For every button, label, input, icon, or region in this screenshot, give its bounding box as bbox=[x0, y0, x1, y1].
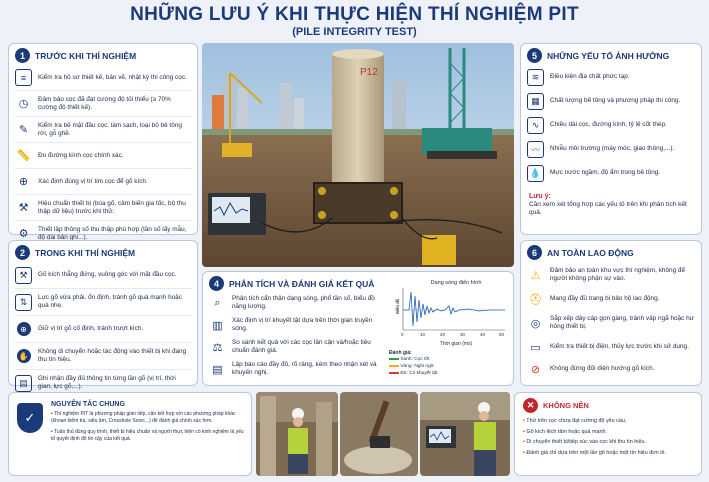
panel-before-test bbox=[8, 43, 198, 241]
note-label: Lưu ý: bbox=[529, 193, 551, 200]
item-text: Mang đầy đủ trang bị bảo hộ lao động. bbox=[550, 295, 660, 302]
panel-header bbox=[521, 241, 701, 262]
waveform-plot bbox=[389, 286, 509, 338]
document-icon: ≡ bbox=[15, 69, 32, 86]
quality-icon: ▦ bbox=[527, 93, 544, 110]
chart-title: Dạng sóng điển hình bbox=[430, 280, 482, 286]
hammer-icon: ⚒ bbox=[15, 267, 32, 284]
pile-test-photo bbox=[202, 43, 514, 267]
legend-title: Đánh giá: bbox=[389, 350, 412, 356]
list-item bbox=[521, 89, 701, 113]
force-icon: ⇅ bbox=[15, 294, 32, 311]
item-text: Ghi nhận đầy đủ thông tin từng lần gõ (vị trí, thời gian, lực gõ,...). bbox=[38, 375, 176, 390]
item-text: Kiểm tra thiết bị điện, thủy lực trước khi sử dụng. bbox=[550, 343, 689, 350]
target-icon: ⊕ bbox=[18, 176, 29, 188]
list-item bbox=[9, 91, 197, 116]
principle-text: Tuân thủ đúng quy trình, thiết bị hiệu chuẩn và người thực hiện có kinh nghiệm là yếu tố quyết định độ tin cậy của kết quả. bbox=[51, 429, 244, 442]
report-icon: ▤ bbox=[212, 363, 223, 376]
item-text: Đảm bảo an toàn khu vực thí nghiệm, không để người không phận sự vào. bbox=[550, 267, 686, 282]
list-item bbox=[521, 288, 701, 310]
panel-dont bbox=[514, 392, 702, 476]
tools-icon: ⚒ bbox=[18, 202, 29, 214]
section-number: 6 bbox=[527, 245, 542, 260]
panel-factors bbox=[520, 43, 702, 235]
item-text: So sánh kết quả với các cọc lân cận và/hoặc tiêu chuẩn đánh giá. bbox=[232, 339, 371, 354]
list-item bbox=[9, 316, 197, 342]
principle-item: • Tuân thủ đúng quy trình, thiết bị hiệu chuẩn và người thực hiện có kinh nghiệm là yếu tố quyết định độ tin cậy của kết quả. bbox=[51, 429, 244, 442]
legend-swatch bbox=[389, 372, 399, 374]
item-text: Phân tích cẩn thận dạng sóng, phổ tần số, biểu đồ năng lượng. bbox=[232, 295, 375, 310]
x-tick: 50 bbox=[499, 332, 505, 337]
item-text: Kiểm tra hồ sơ thiết kế, bản vẽ, nhật ký thi công cọc. bbox=[38, 73, 187, 81]
panel-header bbox=[9, 44, 197, 65]
section-number: 4 bbox=[209, 276, 224, 291]
dont-item bbox=[523, 427, 693, 438]
page-title: NHỮNG LƯU Ý KHI THỰC HIỆN THÍ NGHIỆM PIT bbox=[130, 4, 579, 25]
list-item bbox=[203, 292, 385, 314]
ruler-icon: 📏 bbox=[16, 150, 31, 162]
chart-legend bbox=[389, 356, 509, 377]
section-title: PHÂN TÍCH VÀ ĐÁNH GIÁ KẾT QUẢ bbox=[229, 278, 375, 289]
bullet-icon: • bbox=[523, 418, 525, 424]
bullet-icon: • bbox=[523, 449, 525, 456]
section-number: 2 bbox=[15, 245, 30, 260]
list-item bbox=[9, 262, 197, 288]
section-number: 1 bbox=[15, 48, 30, 63]
list-item bbox=[9, 169, 197, 194]
waveform-line bbox=[403, 292, 505, 326]
item-text: Điều kiện địa chất phức tạp. bbox=[550, 73, 630, 80]
panel-analysis bbox=[202, 271, 514, 386]
drop-icon: 💧 bbox=[527, 165, 544, 182]
clock-icon: ◷ bbox=[18, 98, 29, 110]
item-text: Nhiễu môi trường (máy móc, giao thông,...). bbox=[550, 145, 675, 152]
legend-label: Đỏ: Có khuyết tật bbox=[400, 371, 438, 376]
legend-swatch bbox=[389, 358, 399, 360]
legend-label: Vàng: Nghi ngờ bbox=[400, 364, 434, 369]
gear-icon: ⚙ bbox=[18, 228, 29, 240]
shield-icon: ✓ bbox=[17, 403, 43, 433]
warning-icon: ⚠ bbox=[530, 269, 541, 282]
worker-photo-2 bbox=[420, 392, 510, 476]
legend-swatch bbox=[389, 365, 399, 367]
principle-item: • Thí nghiệm PIT là phương pháp gián tiếp, cần kết hợp với các phương pháp khác (khoan kiểm tra, siêu âm, Crosshole Sonic...) để đánh giá chính xác hơn. bbox=[51, 411, 236, 424]
list-item bbox=[9, 195, 197, 220]
x-mark-icon: ✕ bbox=[523, 398, 538, 413]
legend-label: Xanh: Cọc tốt bbox=[400, 357, 430, 362]
bullet-icon: • bbox=[523, 439, 525, 445]
panel-during-test bbox=[8, 240, 198, 390]
item-text: Xác định đúng vị trí tim cọc để gõ kích. bbox=[38, 177, 148, 185]
list-item bbox=[521, 358, 701, 380]
x-tick: 10 bbox=[420, 332, 426, 337]
hand-icon: ✋ bbox=[15, 348, 32, 365]
item-text: Giữ vị trí gõ cố định, tránh trượt kích. bbox=[38, 325, 144, 332]
list-item bbox=[521, 262, 701, 288]
tidy-icon: ◎ bbox=[530, 317, 541, 330]
item-text: Sắp xếp dây cáp gọn gàng, tránh vấp ngã hoặc hư hỏng thiết bị. bbox=[550, 315, 694, 330]
item-text: Gõ kích thẳng đứng, vuông góc với mặt đầu cọc. bbox=[38, 271, 177, 278]
dont-item bbox=[523, 448, 693, 459]
factors-note bbox=[521, 191, 701, 219]
x-tick: 20 bbox=[440, 332, 446, 337]
list-item bbox=[203, 358, 385, 380]
list-item bbox=[521, 137, 701, 161]
brush-icon: ✎ bbox=[18, 124, 29, 136]
dont-text: Thử trên cọc chưa đạt cường độ yêu cầu. bbox=[526, 418, 627, 424]
item-text: Lực gõ vừa phải, ổn định, tránh gõ quá mạnh hoặc quá nhẹ. bbox=[38, 294, 182, 309]
item-text: Mực nước ngầm, độ ẩm trong bê tông. bbox=[550, 169, 661, 176]
legend-item bbox=[389, 370, 509, 377]
dont-title: KHÔNG NÊN bbox=[543, 401, 589, 410]
no-entry-icon: ⊘ bbox=[530, 363, 541, 376]
x-tick: 30 bbox=[460, 332, 466, 337]
item-text: Kiểm tra bề mặt đầu cọc: làm sạch, loại bỏ bê tông rời, gỗ ghề. bbox=[38, 121, 182, 137]
page-subtitle: (PILE INTEGRITY TEST) bbox=[292, 26, 417, 38]
crosshair-icon: ⊕ bbox=[15, 321, 32, 338]
section-number: 5 bbox=[527, 48, 542, 63]
helmet-icon: ⛑ bbox=[528, 293, 543, 306]
x-tick: 0 bbox=[401, 332, 404, 337]
legend-item bbox=[389, 363, 509, 370]
item-text: Chất lượng bê tông và phương pháp thi công. bbox=[550, 97, 681, 104]
item-text: Xác định vị trí khuyết tật dựa trên thời gian truyền sóng. bbox=[232, 317, 373, 332]
list-item bbox=[521, 336, 701, 358]
noise-icon: 〰 bbox=[527, 141, 544, 158]
item-text: Không đứng đối diện hướng gõ kích. bbox=[550, 365, 655, 372]
bar-chart-icon: ▥ bbox=[212, 319, 223, 332]
item-text: Thiết lập thông số thu thập phù hợp (tần số lấy mẫu, độ dài bản ghi...). bbox=[38, 225, 187, 241]
dont-text: Di chuyển thiết bị/tiếp xúc vào cọc khi thu tín hiệu. bbox=[526, 439, 646, 445]
section-title: AN TOÀN LAO ĐỘNG bbox=[547, 247, 634, 258]
dont-item bbox=[523, 416, 693, 427]
dont-text: Gõ kích lệch tâm hoặc quá mạnh. bbox=[526, 428, 607, 435]
panel-safety bbox=[520, 240, 702, 386]
item-text: Hiệu chuẩn thiết bị (búa gõ, cảm biến gia tốc, bộ thu thập dữ liệu) trước khi thử. bbox=[38, 199, 186, 215]
waveform-chart bbox=[389, 280, 509, 384]
search-icon: ⌕ bbox=[214, 296, 221, 309]
x-tick: 40 bbox=[480, 332, 486, 337]
item-text: Chiều dài cọc, đường kính, tỷ lệ cốt thép. bbox=[550, 121, 667, 128]
wave-icon: ∿ bbox=[527, 117, 544, 134]
item-text: Lập báo cáo đầy đủ, rõ ràng, kèm theo nhận xét và khuyến nghị. bbox=[232, 361, 377, 376]
worker-photo-1 bbox=[256, 392, 338, 476]
list-item bbox=[521, 113, 701, 137]
list-item bbox=[521, 161, 701, 185]
list-item bbox=[9, 65, 197, 90]
note-text: Cần xem xét tổng hợp các yếu tố trên khi phân tích kết quả. bbox=[529, 201, 687, 216]
pile-label: P12 bbox=[360, 67, 378, 78]
hammer-photo bbox=[340, 392, 418, 476]
list-item bbox=[9, 117, 197, 142]
item-text: Không di chuyển hoặc tác động vào thiết bị khi đang thu tín hiệu. bbox=[38, 348, 187, 363]
list-item bbox=[521, 65, 701, 89]
y-axis-label: Biên độ bbox=[395, 298, 400, 314]
section-title: NHỮNG YẾU TỐ ẢNH HƯỞNG bbox=[547, 50, 670, 61]
list-item bbox=[203, 336, 385, 358]
principle-title: NGUYÊN TẮC CHUNG bbox=[51, 401, 125, 408]
list-item bbox=[9, 343, 197, 369]
section-title: TRONG KHI THÍ NGHIỆM bbox=[35, 247, 136, 258]
list-item bbox=[521, 310, 701, 336]
x-axis-label: Thời gian (ms) bbox=[439, 341, 473, 347]
dont-item bbox=[523, 437, 693, 448]
list-item bbox=[9, 289, 197, 315]
scale-icon: ⚖ bbox=[212, 341, 223, 354]
panel-header bbox=[515, 393, 701, 416]
bullet-icon: • bbox=[523, 428, 525, 435]
item-text: Đo đường kính cọc chính xác. bbox=[38, 151, 124, 159]
notebook-icon: ▤ bbox=[15, 375, 32, 392]
dont-text: Đánh giá chỉ dựa trên một lần gõ hoặc một tín hiệu đơn lẻ. bbox=[526, 449, 666, 456]
principle-text: Thí nghiệm PIT là phương pháp gián tiếp, cần kết hợp với các phương pháp khác (khoan kiểm tra, siêu âm, Crosshole Sonic...) để đánh giá chính xác hơn. bbox=[51, 411, 236, 424]
panel-header bbox=[9, 241, 197, 262]
list-item bbox=[9, 143, 197, 168]
ground-icon: ≋ bbox=[527, 69, 544, 86]
panel-principle bbox=[8, 392, 252, 476]
legend-item bbox=[389, 356, 509, 363]
item-text: Đảm bảo cọc đã đạt cường độ tối thiểu (≥ 70% cường độ thiết kế). bbox=[38, 95, 171, 111]
list-item bbox=[203, 314, 385, 336]
section-title: TRƯỚC KHI THÍ NGHIỆM bbox=[35, 50, 137, 61]
panel-header bbox=[521, 44, 701, 65]
battery-icon: ▭ bbox=[530, 341, 541, 354]
